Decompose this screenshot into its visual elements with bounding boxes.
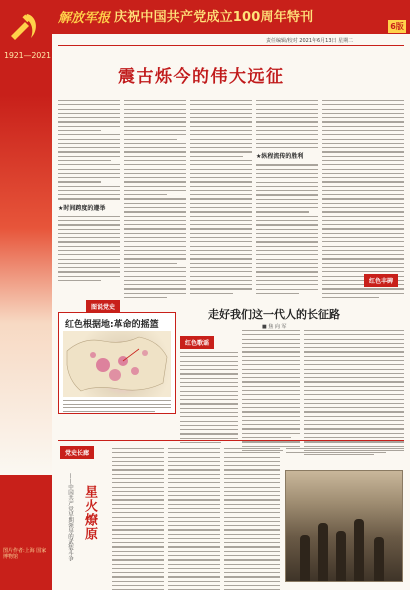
section-tag-illustrated-history: 图说党史 xyxy=(86,300,120,313)
bottom-column-2 xyxy=(168,448,220,590)
bottom-column-1 xyxy=(112,448,164,590)
header-bar xyxy=(52,0,410,34)
subhead-1: ★时间跨度的遵举 xyxy=(58,204,106,212)
section-tag-red-songs: 红色歌谣 xyxy=(180,336,214,349)
vertical-title-block xyxy=(58,455,108,583)
bottom-column-3 xyxy=(224,448,280,590)
newspaper-masthead: 解放军报 xyxy=(58,11,111,26)
article2-byline: ■ 焦 向 军 xyxy=(262,324,287,330)
anniversary-years: 1921—2021 xyxy=(4,51,51,60)
special-issue-title: 庆祝中国共产党成立100周年特刊 xyxy=(114,10,314,25)
map-caption xyxy=(63,400,171,414)
vertical-subtitle: ——中国共产党早期领导的武装斗争 xyxy=(67,473,73,561)
left-banner xyxy=(0,0,52,590)
section-tag-party-history: 党史长廊 xyxy=(60,446,94,459)
article2-column-2 xyxy=(242,330,300,454)
page-number-badge: 6版 xyxy=(388,20,406,33)
base-areas-map-image xyxy=(63,331,171,397)
header-rule xyxy=(58,45,404,46)
photo-caption-lines xyxy=(286,448,404,457)
main-headline: 震古烁今的伟大远征 xyxy=(118,67,285,87)
dateline: 责任编辑/校对 2021年6月13日 星期二 xyxy=(266,38,354,44)
party-emblem-icon xyxy=(3,6,43,46)
vertical-title: 星火燎原 xyxy=(82,485,97,541)
map-title: 红色根据地:革命的摇篮 xyxy=(65,320,159,330)
map-illustration xyxy=(63,331,171,397)
article1-column-1 xyxy=(58,100,120,284)
section-tag-red-monument: 红色丰碑 xyxy=(364,274,398,287)
base-areas-map-panel xyxy=(58,312,176,414)
article2-column-1 xyxy=(180,352,238,446)
sidebar-footnote: 图片作者:上海 国家博物馆 xyxy=(3,548,47,560)
historical-painting-photo xyxy=(285,470,403,582)
article1-column-3 xyxy=(190,100,252,297)
bottom-section-rule xyxy=(58,440,404,441)
banner-gradient xyxy=(0,95,52,475)
article2-headline: 走好我们这一代人的长征路 xyxy=(208,308,340,321)
article1-column-2 xyxy=(124,100,186,301)
article1-column-4 xyxy=(256,100,318,297)
subhead-2: ★纵程流传的胜利 xyxy=(256,153,304,161)
article1-column-5 xyxy=(322,100,404,301)
